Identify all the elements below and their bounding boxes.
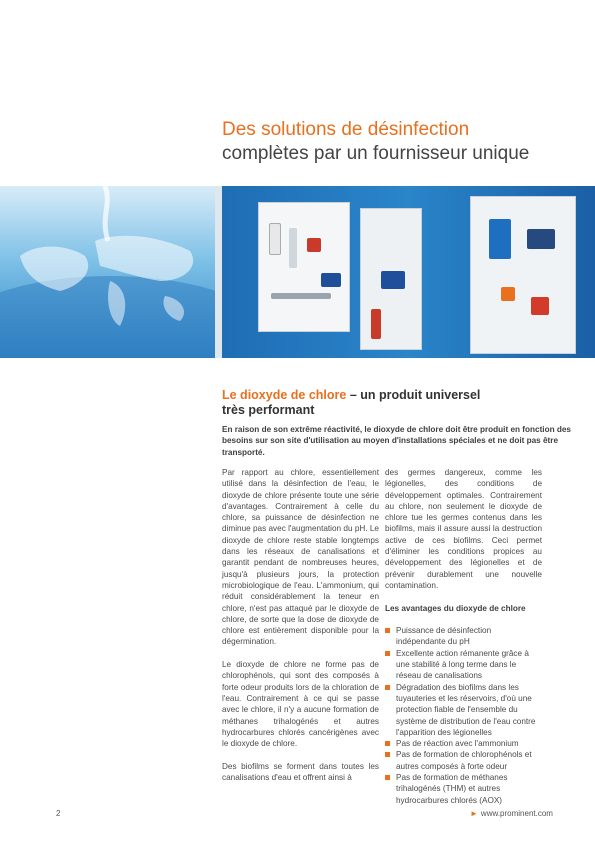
- dosing-system-unit-left: [258, 202, 350, 332]
- section-heading-highlight: Le dioxyde de chlore: [222, 388, 347, 402]
- world-map-illustration: [0, 186, 215, 358]
- website-url: www.prominent.com: [480, 809, 553, 818]
- list-item: Dégradation des biofilms dans les tuyauteries et les réservoirs, d'où une protection fiable de l'ensemble du système de distribution de l'eau contre l'apparition des légionelles: [385, 682, 542, 738]
- section-heading: [222, 388, 572, 418]
- page-title: [222, 118, 582, 166]
- text-column-right: [385, 467, 542, 806]
- lead-paragraph: En raison de son extrême réactivité, le dioxyde de chlore doit être produit en fonction des besoins sur son site d'utilisation au moyen d'installations spéciales et ne doit pas être transporté.: [222, 425, 571, 457]
- bullet-square-icon: [385, 685, 390, 690]
- arrow-right-icon: ►: [470, 809, 478, 818]
- paragraph: Par rapport au chlore, essentiellement utilisé dans la désinfection de l'eau, le dioxyde de chlore présente toute une série d'avantages. Contrairement à celle du chlore, sa puissance de désinfection ne diminue pas avec l'augmentation du pH. Le dioxyde de chlore reste stable longtemps dans les réseaux de canalisations et garantit pendant de nombreuses heures, jusqu'à plusieurs jours, la protection microbiologique de l'eau. L'ammonium, qui réduit considérablement la teneur en chlore, n'est pas attaqué par le dioxyde de chlore, de sorte que la dose de dioxyde de chlore est entièrement disponible pour la dégermination.: [222, 468, 379, 647]
- paragraph: Des biofilms se forment dans toutes les canalisations d'eau et offrent ainsi à: [222, 761, 379, 783]
- bullet-square-icon: [385, 775, 390, 780]
- dosing-system-unit-middle: [360, 208, 422, 350]
- page-number: 2: [56, 809, 61, 818]
- page-title-line2: complètes par un fournisseur unique: [222, 143, 530, 164]
- list-item: Pas de formation de chlorophénols et autres composés à forte odeur: [385, 749, 542, 772]
- hero-image: [0, 186, 595, 358]
- page-title-line1: Des solutions de désinfection: [222, 119, 470, 140]
- text-column-left: [222, 467, 379, 795]
- dosing-systems-photo: [222, 186, 595, 358]
- section-heading-rest: – un produit universel: [346, 388, 481, 402]
- paragraph: des germes dangereux, comme les légionelles, des conditions de développement optimales. Contrairement au chlore, non seulement le dioxyde de chlore tue les germes contenus dans les biofilms, mais il assure aussi la destruction active de ces biofilms. Ceci permet d'éliminer les conditions propices au développement des légionelles et de prévenir durablement une nouvelle contamination.: [385, 468, 542, 590]
- advantages-list: [385, 625, 542, 806]
- bullet-square-icon: [385, 628, 390, 633]
- dosing-system-cabinet: [470, 196, 576, 354]
- list-item: Excellente action rémanente grâce à une stabilité à long terme dans le réseau de canalisations: [385, 648, 542, 682]
- paragraph: Le dioxyde de chlore ne forme pas de chlorophénols, qui sont des composés à forte odeur produits lors de la chloration de l'eau. Contrairement à ce qui se passe avec le chlore, il n'y a aucune formation de méthanes trihalogénés et autres hydrocarbures chlorés cancérigènes avec le dioxyde de chlore.: [222, 660, 379, 749]
- bullet-square-icon: [385, 752, 390, 757]
- list-item: Puissance de désinfection indépendante du pH: [385, 625, 542, 648]
- bullet-square-icon: [385, 651, 390, 656]
- globe-water-photo: [0, 186, 215, 358]
- list-item: Pas de réaction avec l'ammonium: [385, 738, 542, 749]
- bullet-square-icon: [385, 741, 390, 746]
- website-link[interactable]: [470, 809, 553, 818]
- advantages-heading: Les avantages du dioxyde de chlore: [385, 603, 526, 613]
- list-item: Pas de formation de méthanes trihalogénés (THM) et autres hydrocarbures chlorés (AOX): [385, 772, 542, 806]
- section-heading-line2: très performant: [222, 403, 315, 417]
